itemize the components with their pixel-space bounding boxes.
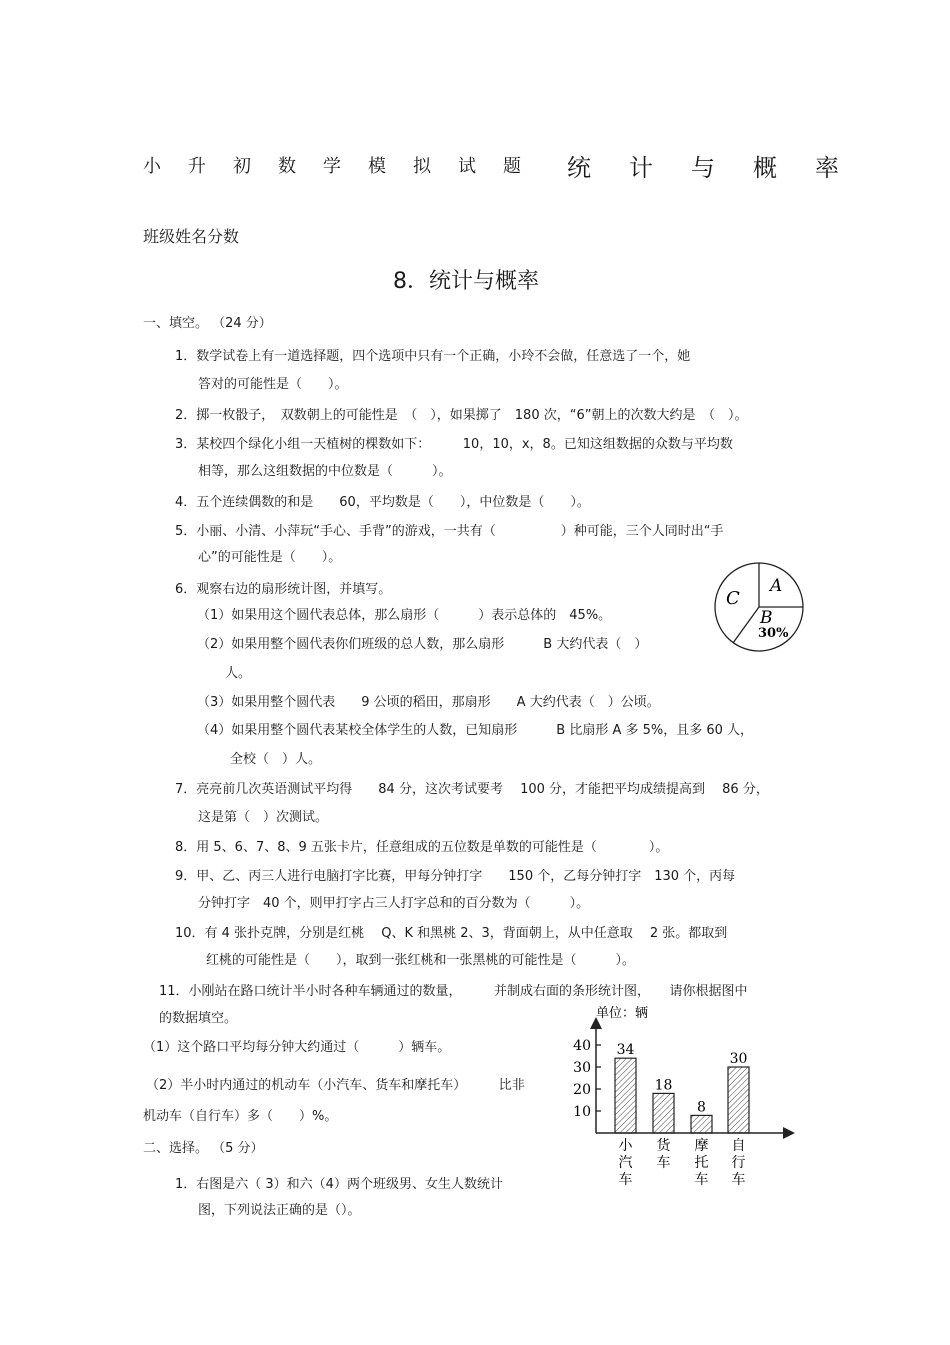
- info-line: 班级姓名分数: [143, 227, 240, 246]
- q11-sub2-line1: （2）半小时内通过的机动车（小汽车、货车和摩托车） 比非: [146, 1078, 525, 1093]
- section-heading: 8．统计与概率: [393, 269, 539, 294]
- bar: [653, 1093, 674, 1133]
- category-label: 行: [731, 1155, 746, 1171]
- category-label: 自: [731, 1138, 746, 1154]
- q11-sub2-line2: 机动车（自行车）多（ ）%。: [143, 1109, 338, 1124]
- category-label: 托: [694, 1155, 709, 1171]
- q10-line2: 红桃的可能性是（ ），取到一张红桃和一张黑桃的可能性是（ ）。: [206, 953, 636, 968]
- q3-line2: 相等，那么这组数据的中位数是（ ）。: [198, 464, 452, 479]
- q6-sub2-line1: （2）如果用整个圆代表你们班级的总人数，那么扇形 B 大约代表（ ）: [197, 637, 648, 652]
- pie-chart: [712, 560, 808, 656]
- q1-line2: 答对的可能性是（ ）。: [198, 377, 348, 392]
- pie-divider-bottom: [733, 607, 759, 643]
- y-tick-label: 20: [573, 1082, 591, 1098]
- bar-value-label: 30: [729, 1051, 748, 1067]
- pie-label-c: C: [726, 588, 740, 609]
- q1-line1: 1．数学试卷上有一道选择题，四个选项中只有一个正确，小玲不会做，任意选了一个，她: [175, 349, 691, 364]
- q11-sub1: （1）这个路口平均每分钟大约通过（ ）辆车。: [143, 1040, 451, 1055]
- bar-chart: [560, 1000, 800, 1190]
- q2-line: 2．掷一枚骰子， 双数朝上的可能性是 （ ），如果掷了 180 次，“6”朝上的次数大约是 （ ）。: [175, 408, 748, 423]
- q6-sub1: （1）如果用这个圆代表总体，那么扇形（ ）表示总体的 45%。: [197, 608, 612, 623]
- q9-line2: 分钟打字 40 个，则甲打字占三人打字总和的百分数为（ ）。: [198, 896, 590, 911]
- q8-line: 8．用 5、6、7、8、9 五张卡片，任意组成的五位数是单数的可能性是（ ）。: [175, 840, 669, 855]
- category-label: 小: [618, 1138, 633, 1154]
- category-label: 车: [656, 1155, 671, 1171]
- title-part2: 统计与概率: [567, 154, 877, 182]
- q6-sub3: （3）如果用整个圆代表 9 公顷的稻田，那扇形 A 大约代表（ ）公顷。: [197, 695, 660, 710]
- q5-line2: 心”的可能性是（ ）。: [198, 550, 342, 565]
- bar: [728, 1067, 749, 1133]
- y-tick-label: 30: [573, 1060, 591, 1076]
- q6-sub4-line2: 全校（ ）人。: [230, 752, 322, 767]
- q7-line2: 这是第（ ）次测试。: [198, 810, 329, 825]
- q3-line1: 3．某校四个绿化小组一天植树的棵数如下： 10，10，x，8。已知这组数据的众数与平均数: [175, 437, 733, 452]
- q6-sub4-line1: （4）如果用整个圆代表某校全体学生的人数，已知扇形 B 比扇形 A 多 5%，且多 60 人，: [197, 723, 754, 738]
- bar-value-label: 8: [697, 1099, 706, 1116]
- q4-line: 4．五个连续偶数的和是 60，平均数是（ ），中位数是（ ）。: [175, 495, 590, 510]
- bar: [691, 1115, 712, 1133]
- q6-stem: 6．观察右边的扇形统计图，并填写。: [175, 582, 392, 597]
- q6-sub2-line2: 人。: [225, 666, 252, 681]
- pie-label-b: B: [760, 608, 773, 628]
- category-label: 货: [656, 1138, 671, 1154]
- category-label: 汽: [618, 1155, 633, 1171]
- bar-value-label: 34: [616, 1042, 635, 1059]
- chart-title: 单位：辆: [596, 1006, 649, 1021]
- bar-value-label: 18: [654, 1077, 673, 1094]
- q11-line1: 11．小刚站在路口统计半小时各种车辆通过的数量， 并制成右面的条形统计图， 请你根据图中: [159, 984, 748, 999]
- title-part1: 小升初数学模拟试题: [143, 156, 548, 177]
- q5-line1: 5．小丽、小清、小萍玩“手心、手背”的游戏，一共有（ ）种可能，三个人同时出“手: [175, 524, 724, 539]
- bar: [615, 1058, 636, 1133]
- s2-q1-line1: 1．右图是六（ 3）和六（4）两个班级男、女生人数统计: [175, 1177, 503, 1192]
- category-label: 车: [731, 1172, 746, 1188]
- pie-label-a: A: [770, 576, 783, 596]
- y-tick-label: 40: [573, 1038, 591, 1054]
- pie-label-b-percent: 30%: [758, 626, 789, 641]
- y-tick-label: 10: [573, 1104, 591, 1120]
- q7-line1: 7．亮亮前几次英语测试平均得 84 分，这次考试要考 100 分，才能把平均成绩提高到 86 分，: [175, 782, 769, 797]
- section2-title: 二、选择。 （5 分）: [143, 1141, 264, 1156]
- s2-q1-line2: 图，下列说法正确的是（）。: [198, 1203, 361, 1218]
- category-label: 摩: [694, 1138, 709, 1154]
- q9-line1: 9．甲、乙、丙三人进行电脑打字比赛，甲每分钟打字 150 个，乙每分钟打字 130 个，丙每: [175, 869, 736, 884]
- q10-line1: 10．有 4 张扑克牌，分别是红桃 Q、K 和黑桃 2、3，背面朝上，从中任意取 2 张。都取到: [175, 926, 728, 941]
- q11-line2: 的数据填空。: [159, 1011, 238, 1026]
- category-label: 车: [618, 1172, 633, 1188]
- section1-title: 一、填空。 （24 分）: [143, 316, 272, 331]
- category-label: 车: [694, 1172, 709, 1188]
